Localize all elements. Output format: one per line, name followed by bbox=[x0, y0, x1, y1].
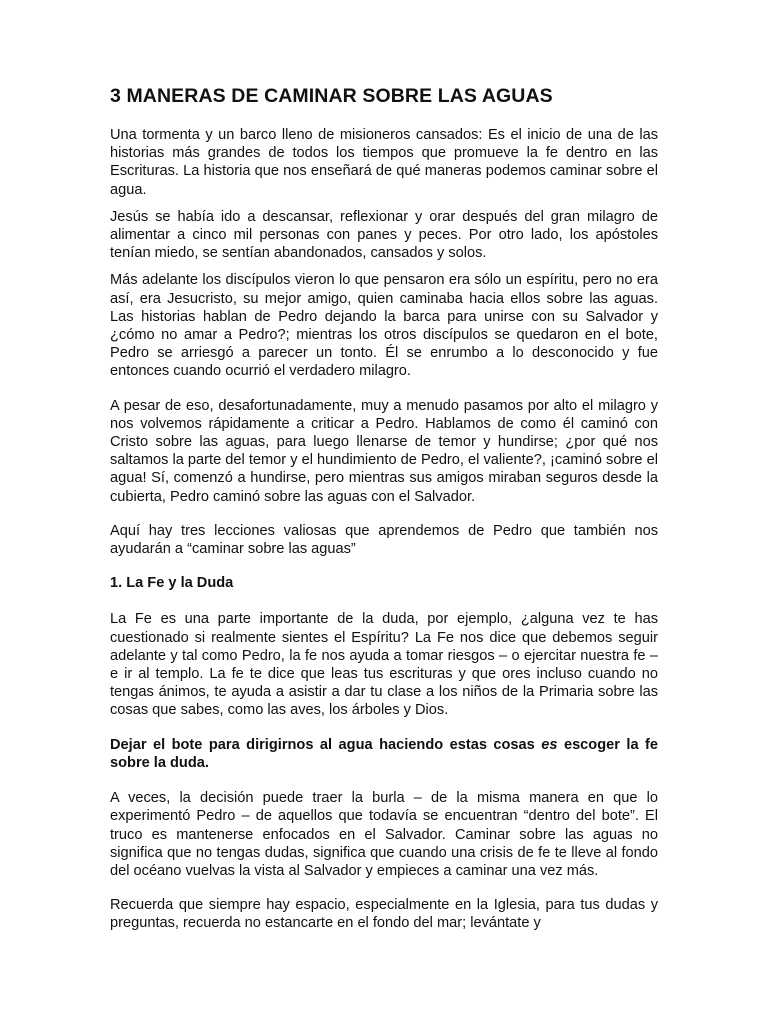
paragraph-criticism: A pesar de eso, desafortunadamente, muy a menudo pasamos por alto el milagro y nos volvemos rápidamente a criticar a Pedro. Hablamos de como él caminó con Cristo sobre las aguas, para luego llenarse de temor y hundirse; ¿por qué nos saltamos la parte del temor y el hundimiento de Pedro, el valiente?, ¡caminó sobre el agua! Sí, comenzó a hundirse, pero mientras sus amigos miraban seguros desde la cubierta, Pedro caminó sobre las aguas con el Salvador. bbox=[110, 397, 658, 505]
paragraph-lessons-intro: Aquí hay tres lecciones valiosas que aprendemos de Pedro que también nos ayudarán a “caminar sobre las aguas” bbox=[110, 522, 658, 558]
bold-statement-end: escoger la fe sobre la duda. bbox=[110, 736, 658, 771]
document-title: 3 MANERAS DE CAMINAR SOBRE LAS AGUAS bbox=[110, 85, 553, 107]
paragraph-disciples: Más adelante los discípulos vieron lo que pensaron era sólo un espíritu, pero no era así, era Jesucristo, su mejor amigo, quien caminaba hacia ellos sobre las aguas. Las historias hablan de Pedro dejando la barca para unirse con su Salvador y ¿cómo no amar a Pedro?; mientras los otros discípulos se quedaron en el bote, Pedro se arriesgó a parecer un tonto. Él se enrumbo a lo desconocido y fue entonces cuando ocurrió el verdadero milagro. bbox=[110, 272, 658, 380]
section-heading-faith-doubt: 1. La Fe y la Duda bbox=[110, 575, 234, 592]
paragraph-mockery: A veces, la decisión puede traer la burla – de la misma manera en que lo experimentó Pedro – de aquellos que todavía se encuentran “dentro del bote”. El truco es mantenerse enfocados en el Salvador. Caminar sobre las aguas no significa que no tengas dudas, significa que cuando una crisis de fe te lleve al fondo del océano vuelvas la vista al Salvador y empieces a caminar una vez más. bbox=[110, 790, 658, 879]
paragraph-remember: Recuerda que siempre hay espacio, especialmente en la Iglesia, para tus dudas y preguntas, recuerda no estancarte en el fondo del mar; levántate y bbox=[110, 897, 658, 932]
paragraph-intro: Una tormenta y un barco lleno de misioneros cansados: Es el inicio de una de las historias más grandes de todos los tiempos que promueve la fe dentro en las Escrituras. La historia que nos enseñará de qué maneras podemos caminar sobre el agua. bbox=[110, 127, 658, 198]
document-page bbox=[110, 84, 658, 942]
paragraph-faith: La Fe es una parte importante de la duda, por ejemplo, ¿alguna vez te has cuestionado si realmente sientes el Espíritu? La Fe nos dice que debemos seguir adelante y tal como Pedro, la fe nos ayuda a tomar riesgos – o ejercitar nuestra fe – e ir al templo. La fe te dice que leas tus escrituras y que ores incluso cuando no tengas ánimos, te ayuda a asistir a dar tu clase a los niños de la Primaria sobre las cosas que sabes, como las aves, los árboles y Dios. bbox=[110, 611, 658, 719]
bold-statement-start: Dejar el bote para dirigirnos al agua haciendo estas cosas bbox=[110, 736, 542, 753]
bold-statement bbox=[110, 736, 658, 772]
bold-statement-emphasis: es bbox=[541, 736, 558, 753]
paragraph-jesus-rest: Jesús se había ido a descansar, reflexionar y orar después del gran milagro de alimentar a cinco mil personas con panes y peces. Por otro lado, los apóstoles tenían miedo, se sentían abandonados, cansados y solos. bbox=[110, 208, 658, 262]
